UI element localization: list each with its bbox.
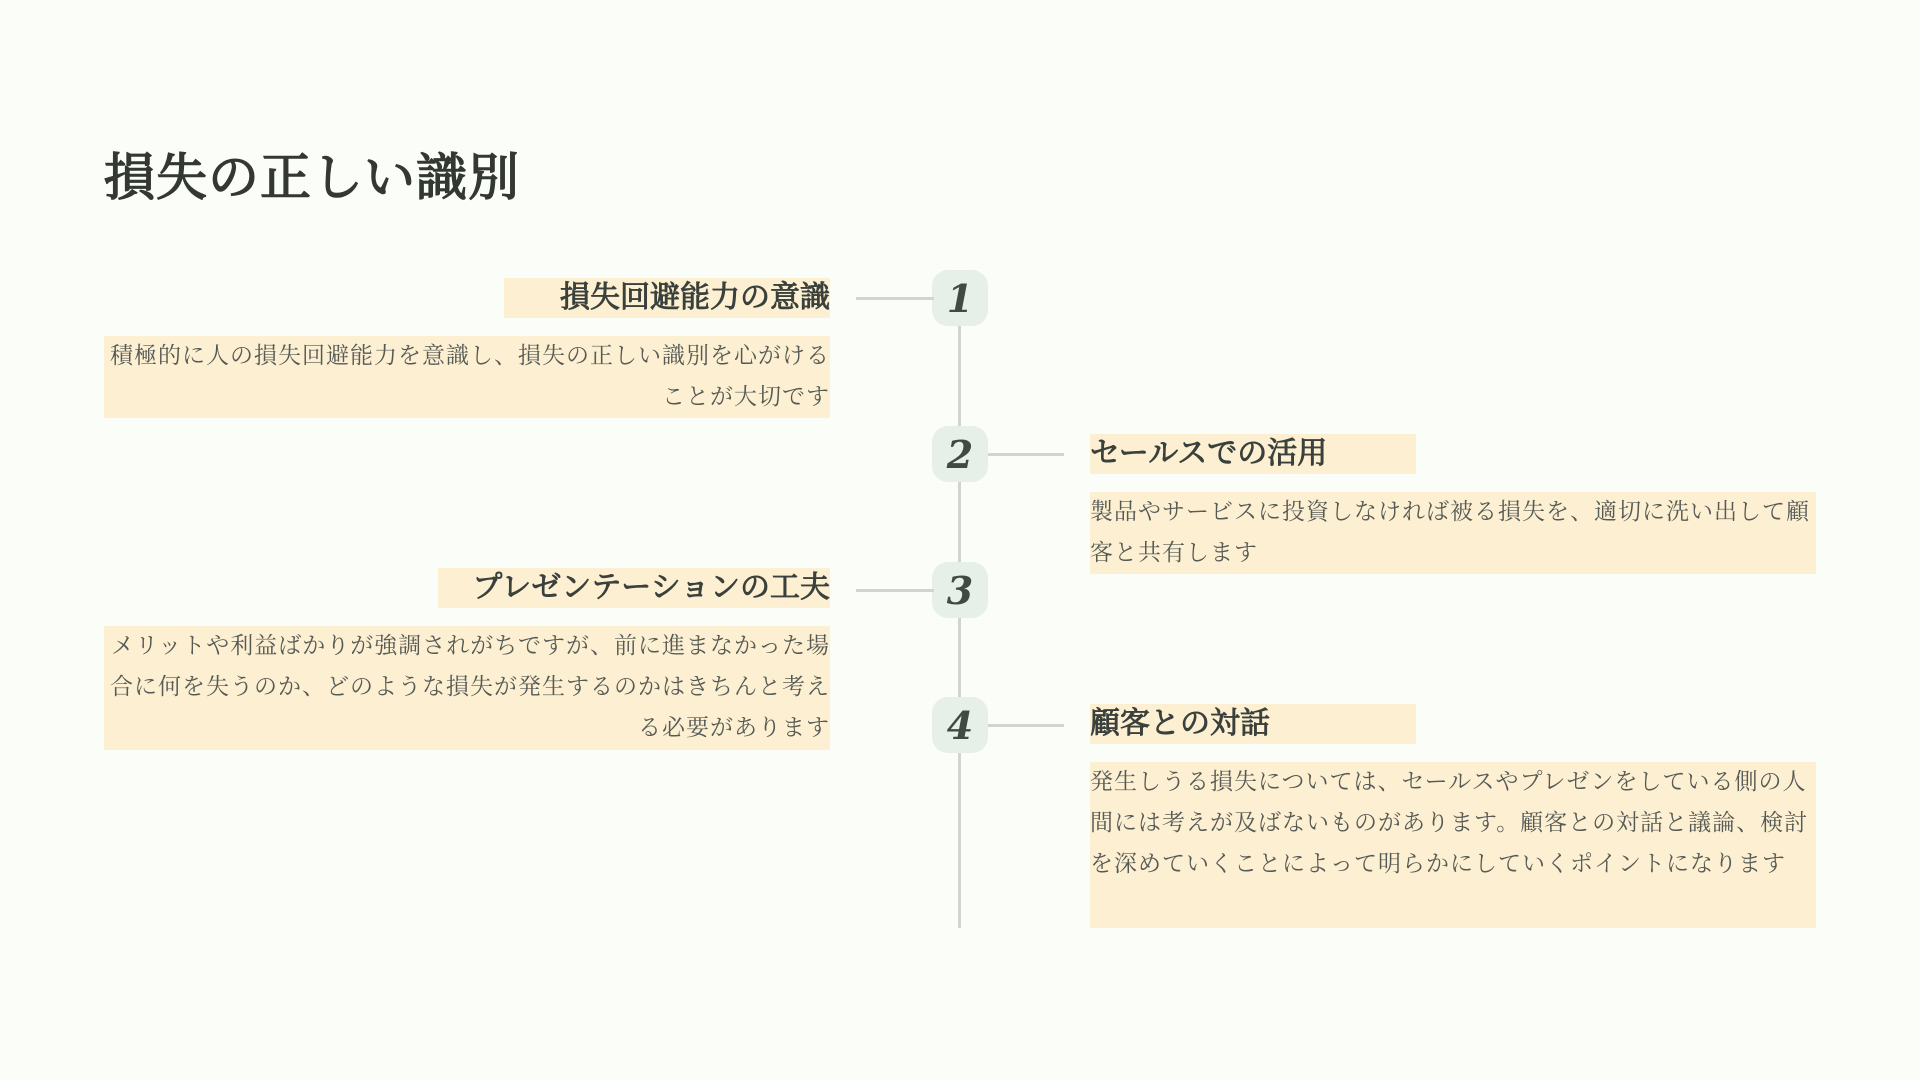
step-4-connector xyxy=(988,724,1064,727)
step-3-connector xyxy=(856,589,934,592)
step-2-heading: セールスでの活用 xyxy=(1090,434,1416,474)
step-4-number-badge: 4 xyxy=(932,697,988,753)
step-4-description: 発生しうる損失については、セールスやプレゼンをしている側の人間には考えが及ばないものがあります。顧客との対話と議論、検討を深めていくことによって明らかにしていくポイントになります xyxy=(1090,762,1816,928)
page-title: 損失の正しい識別 xyxy=(104,148,521,208)
step-1-description: 積極的に人の損失回避能力を意識し、損失の正しい識別を心がけることが大切です xyxy=(104,336,830,418)
step-2-description: 製品やサービスに投資しなければ被る損失を、適切に洗い出して顧客と共有します xyxy=(1090,492,1816,574)
step-1-heading: 損失回避能力の意識 xyxy=(504,278,830,318)
step-3-number-badge: 3 xyxy=(932,562,988,618)
step-2-number-badge: 2 xyxy=(932,426,988,482)
step-1-number-badge: 1 xyxy=(932,270,988,326)
step-4-heading: 顧客との対話 xyxy=(1090,704,1416,744)
step-3-heading: プレゼンテーションの工夫 xyxy=(438,568,830,608)
step-3-description: メリットや利益ばかりが強調されがちですが、前に進まなかった場合に何を失うのか、どのような損失が発生するのかはきちんと考える必要があります xyxy=(104,626,830,750)
step-1-connector xyxy=(856,297,934,300)
step-2-connector xyxy=(988,453,1064,456)
